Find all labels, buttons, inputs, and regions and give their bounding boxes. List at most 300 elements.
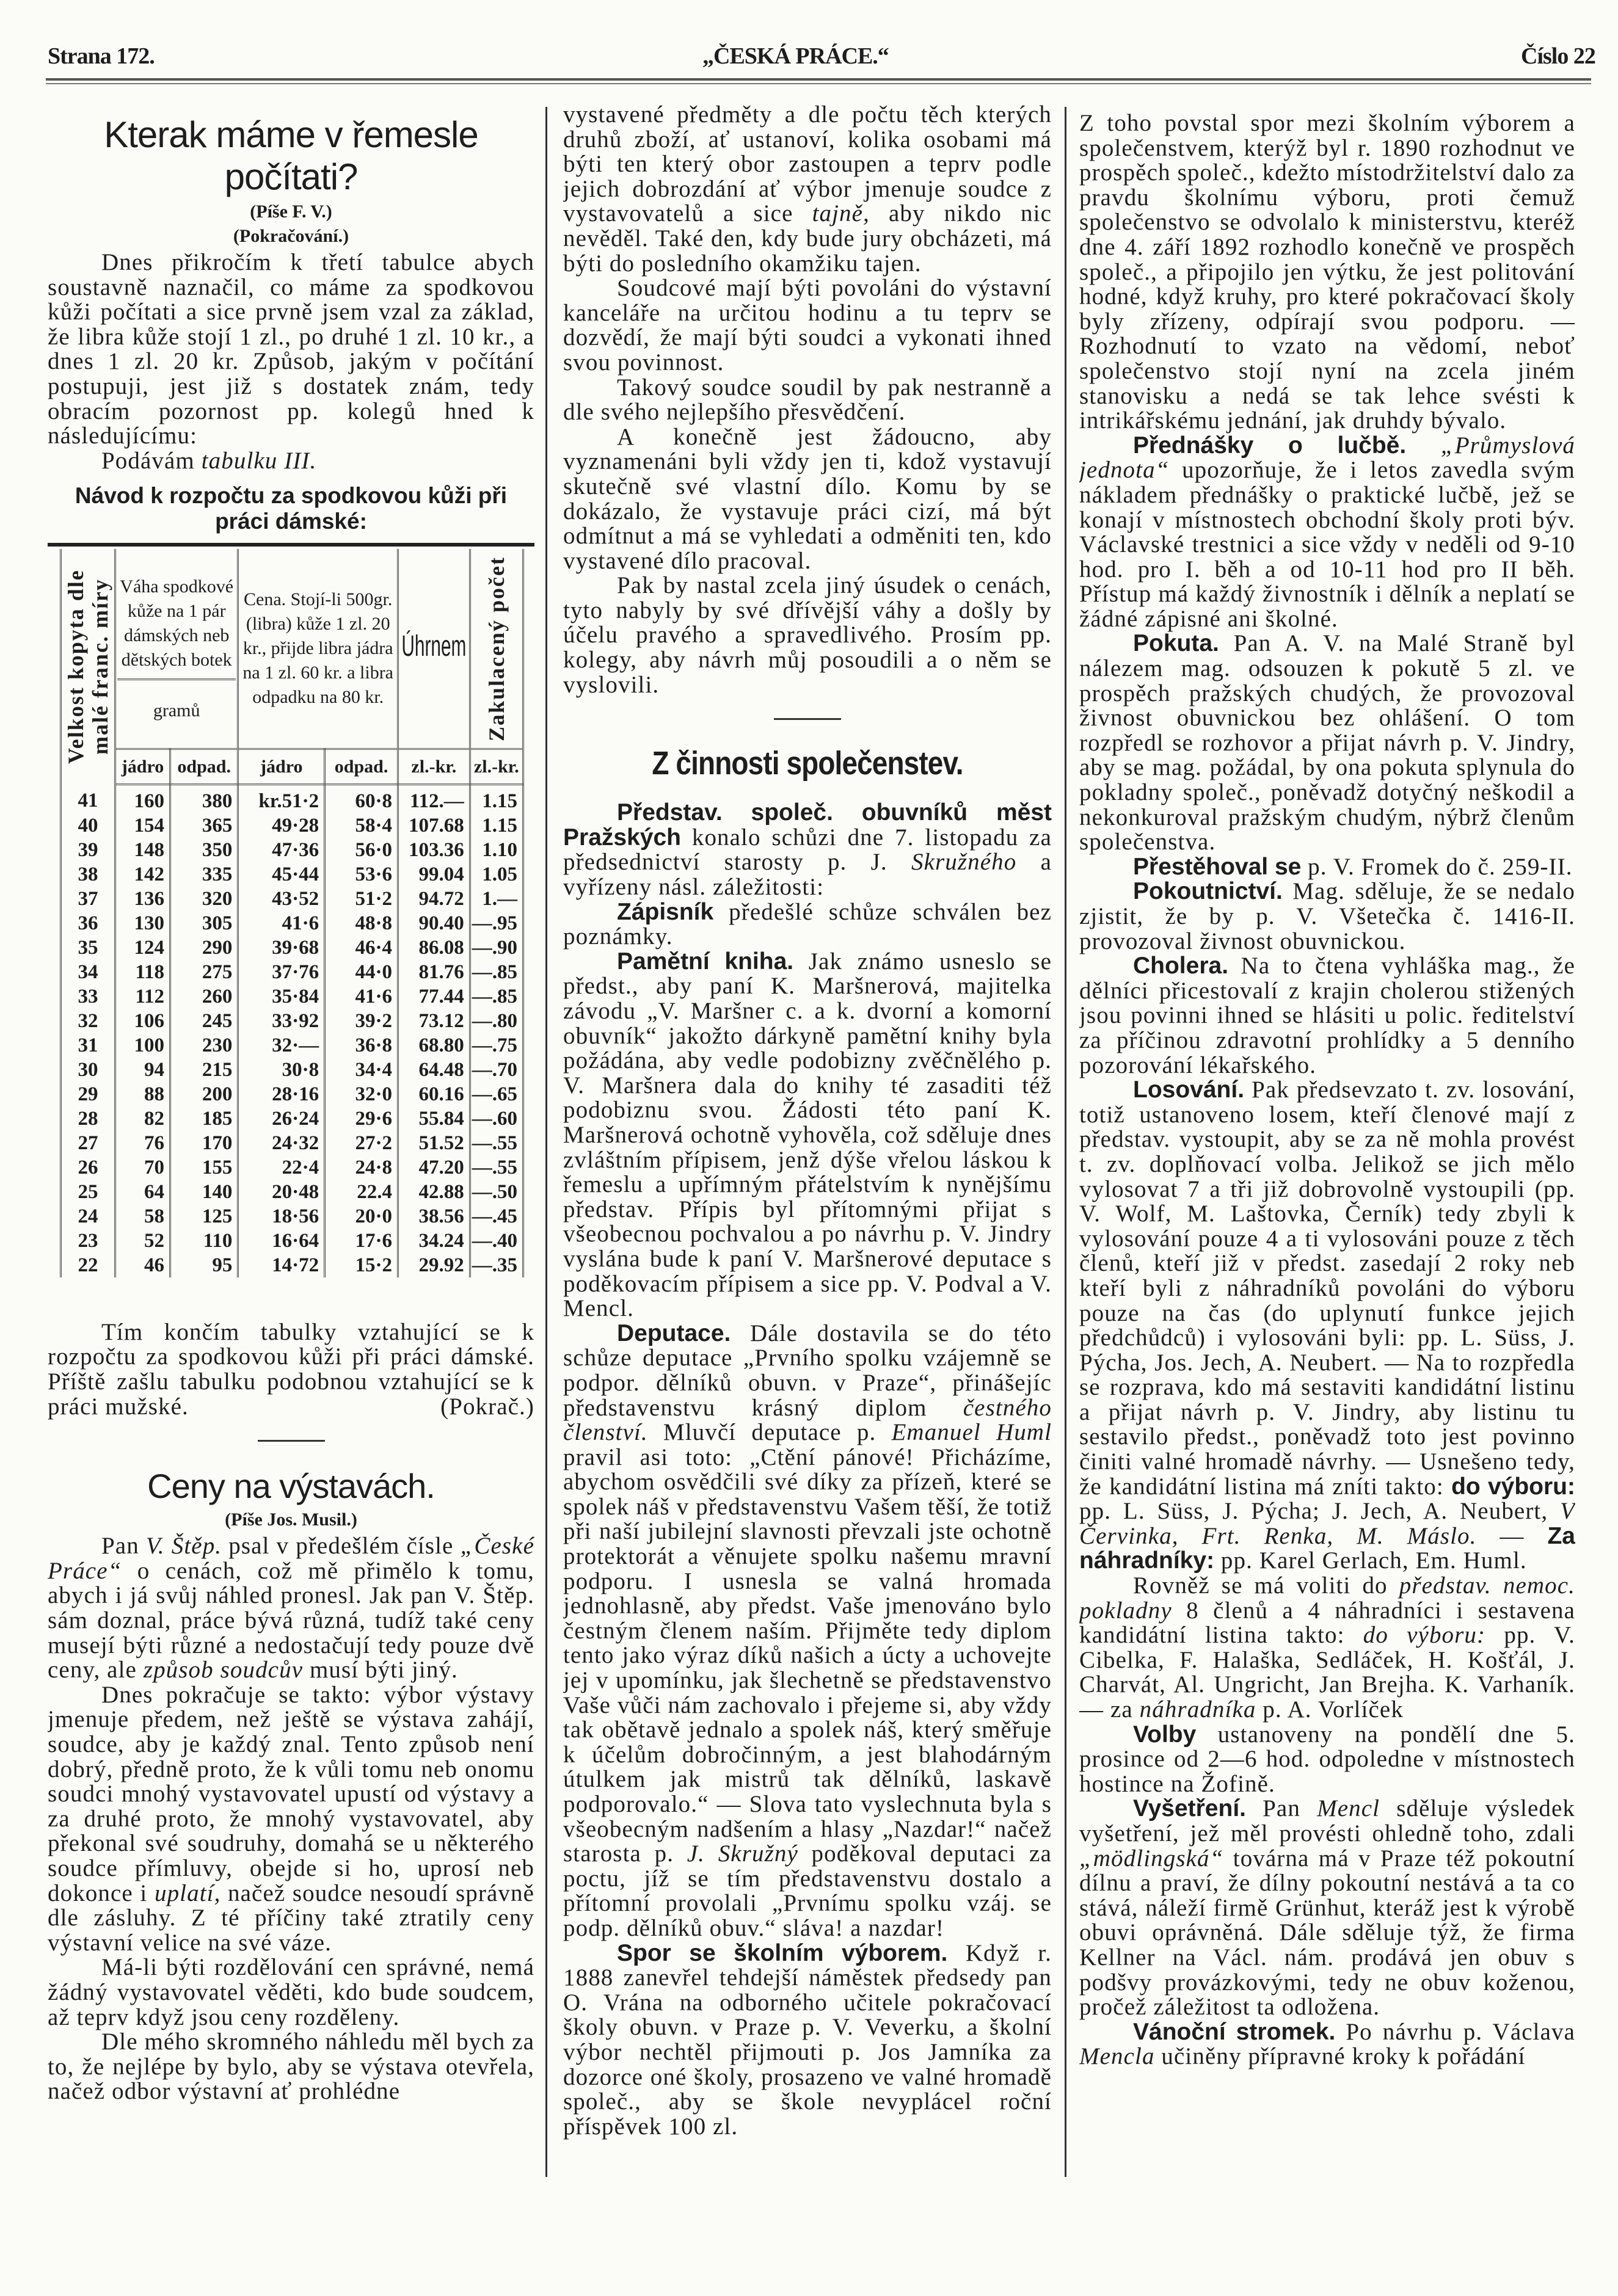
column-1 [48, 110, 534, 2186]
table-cell: 170 [170, 1131, 238, 1155]
bold-run-in: Vánoční stromek. [1133, 2018, 1336, 2045]
table-cell: 39 [61, 838, 115, 862]
table-cell: 53·6 [325, 862, 398, 887]
text-run: předešlé schůze schválen bez poznámky. [563, 898, 1052, 950]
table-cell: —.55 [470, 1131, 523, 1155]
bold-run-in: do výboru: [1451, 1473, 1575, 1500]
italic-text: do výboru: [1363, 1622, 1486, 1649]
table-cell: 58·4 [325, 813, 398, 838]
bold-run-in: Vyšetření. [1133, 1795, 1246, 1822]
table-cell: 48·8 [325, 911, 398, 935]
text-run: načež soudce nesoudí správně dle zásluhy. Z té příčiny také ztratily ceny výstavní velice na své váze. [48, 1880, 534, 1956]
table-cell: 33 [61, 984, 115, 1009]
table-cell: 95 [170, 1253, 238, 1277]
table-cell: —.60 [470, 1106, 523, 1131]
italic-text: Mencla [1079, 2043, 1155, 2070]
table-row [61, 1253, 523, 1277]
text-run: poděkoval deputaci za poctu, jíž se tím představenstvu dostalo a přítomní provolali „Prvnímu spolku vzáj. se podp. dělníků obuv.“ sláva! a nazdar! [563, 1840, 1052, 1941]
italic-text: „České Práce“ [48, 1533, 534, 1584]
table-cell: 76 [115, 1131, 170, 1155]
table-cell: 32 [61, 1009, 115, 1033]
table-top-rule [48, 543, 534, 547]
italic-text: způsob soudcův [143, 1657, 304, 1684]
table-cell: 140 [170, 1180, 238, 1204]
table-cell: 55.84 [398, 1106, 470, 1131]
text-run: Jak známo usneslo se předst., aby paní K. Maršnerová, majitelka závodu „V. Maršner c. a k. dvorní a komorní obuvník“ jakožto dárkyně pamětní knihy byla požádána, aby vedle podobizny zvěčnělého p. V. Maršnera dala do knihy té zasaditi též podobiznu svou. Žádosti této paní K. Maršnerová ochotně vyhověla, což sděluje dnes zvláštním přípisem, jenž dýše vřelou láskou k řemeslu a upřímným přátelstvím k nynějšímu představ. Přípis byl přítomnými přijat s všeobecnou pochvalou a po návrhu p. V. Jindry vyslána bude k paní V. Maršnerové deputace s poděkovacím přípisem a sice pp. V. Podval a V. Mencl. [563, 948, 1052, 1322]
table-cell: 37·76 [238, 960, 325, 984]
table-cell: 41 [61, 784, 115, 813]
text-run: musí býti jiný. [303, 1657, 458, 1684]
table-cell: 35·84 [238, 984, 325, 1009]
table-cell: —.85 [470, 960, 523, 984]
table-cell: 245 [170, 1009, 238, 1033]
table-cell: 49·28 [238, 813, 325, 838]
table-cell: 1.15 [470, 784, 523, 813]
table-cell: 81.76 [398, 960, 470, 984]
text-run: Soudcové mají býti povoláni do výstavní kanceláře na určitou hodinu a tu teprv se dozvědí, že mají býti soudci a vykonati ihned svou povinnost. [563, 275, 1052, 376]
text-run: Tím končím tabulky vztahující se k rozpočtu za spodkovou kůži při práci dámské. Příště zašlu tabulku podobnou vztahující se k práci mužské. [48, 1318, 534, 1420]
text-run: Má-li býti rozdělování cen správné, nemá žádný vystavovatel věděti, kdo bude soudcem, až teprv když jsou ceny rozděleny. [48, 1954, 534, 2030]
table-cell: —.90 [470, 935, 523, 960]
table-cell: 148 [115, 838, 170, 862]
text-run: Pan [101, 1533, 146, 1560]
header-weight-unit: gramů [117, 678, 236, 723]
table-cell: 45·44 [238, 862, 325, 887]
bold-run-in: Pamětní kniha. [617, 948, 794, 975]
table-cell: 68.80 [398, 1033, 470, 1058]
paragraph [563, 950, 1052, 1321]
table-cell: 1.15 [470, 813, 523, 838]
text-run: pp. L. Süss, J. Pýcha; J. Jech, A. Neubert, [1079, 1498, 1561, 1525]
table-cell: 42.88 [398, 1180, 470, 1204]
table-cell: 60.16 [398, 1082, 470, 1106]
italic-text: uplatí, [154, 1880, 221, 1906]
table-row [61, 1180, 523, 1204]
section-rule [774, 718, 841, 720]
italic-text: „Průmyslová jednota“ [1079, 432, 1575, 484]
table-cell: 58 [115, 1204, 170, 1229]
table-cell: 28 [61, 1106, 115, 1131]
text-run: Pan A. V. na Malé Straně byl nálezem mag. odsouzen k pokutě 5 zl. ve prospěch pražských chudých, že provozoval živnost obuvnickou bez ohlášení. O tom rozpředl se rozhovor a přijat návrh p. V. Jindry, aby se mag. požádal, by ona pokuta splynula do pokladny společ., poněvadž dotyčný neškodil a nekonkuroval pražským chudým, nýbrž členům společenstva. [1079, 630, 1575, 856]
article-body [48, 1534, 534, 2104]
bold-run-in: Představ. společ. obuvníků měst Pražských [563, 799, 1052, 851]
table-cell: 350 [170, 838, 238, 862]
section-rule [258, 1440, 325, 1442]
continued-note: (Pokračování.) [233, 226, 349, 246]
table-cell: 160 [115, 784, 170, 813]
table-cell: 77.44 [398, 984, 470, 1009]
subheader-cell: jádro [115, 749, 170, 785]
table-cell: 365 [170, 813, 238, 838]
table-cell: 27 [61, 1131, 115, 1155]
subheader-cell: zl.-kr. [398, 749, 470, 785]
table-cell: 30 [61, 1058, 115, 1082]
table-cell: 56·0 [325, 838, 398, 862]
header-price: Cena. Stojí-li 500gr. (libra) kůže 1 zl. 20 kr., přijde libra jádra na 1 zl. 60 kr. a libra odpadku na 80 kr. [238, 549, 398, 749]
paragraph [563, 573, 1052, 697]
table-cell: 106 [115, 1009, 170, 1033]
bold-run-in: Přestěhoval se [1133, 853, 1302, 880]
table-cell: 118 [115, 960, 170, 984]
text-run: Mag. sděluje, že se nedalo zjistit, že by p. V. Všetečka č. 1416-II. provozoval živnost obuvnickou. [1079, 878, 1575, 954]
paragraph [1079, 1574, 1575, 1723]
table-cell: 23 [61, 1229, 115, 1253]
paragraph [563, 103, 1052, 276]
bold-run-in: Pokuta. [1133, 630, 1219, 657]
table-cell: 24 [61, 1204, 115, 1229]
text-run: Dnes přikročím k třetí tabulce abych soustavně naznačil, co máme za spodkovou kůži počítati a sice prvně jsem vzal za základ, že libra kůže stojí 1 zl., po druhé 1 zl. 10 kr., a dnes 1 zl. 20 kr. Způsob, jakým v počítání postupuji, jest již s dostatek znám, tedy obracím pozornost pp. kolegů hned k následujícímu: [48, 249, 534, 449]
text-run: továrna má v Praze též pokoutní dílnu a praví, že dílny pokoutní nestává a ta co stává, náleží firmě Grünhut, kteráž jest k výrobě obuvi oprávněná. Dále sděluje týž, že firma Kellner na Václ. nám. prodává jen obuv s podšvy provázkovými, tedy ne obuv koženou, pročež záležitost ta odložena. [1079, 1845, 1575, 2021]
table-cell: 130 [115, 911, 170, 935]
column-divider [545, 107, 547, 2177]
paragraph [48, 2030, 534, 2104]
paragraph [48, 250, 534, 449]
bold-run-in: Volby [1133, 1721, 1197, 1748]
paragraph [1079, 1078, 1575, 1574]
table-cell: 335 [170, 862, 238, 887]
table-row [61, 862, 523, 887]
text-run: Pak předsevzato t. zv. losování, totiž ustanoveno losem, kteří členové mají z představ. vystoupit, aby se za ně mohla provést t. zv. doplňovací volba. Jelikož se jich mělo vylosovat 7 a tři již dobrovolně vystoupili (pp. V. Wolf, M. Laštovka, Černík) tedy zbyli k vylosování pouze 4 a ti vylosováni pouze z těch členů, kteří již v předst. zasedají 2 roky neb kteří byli z náhradníků povoláni do výboru pouze na čas (do uplynutí funkce jejich předchůdců) i vylosováni byli: pp. L. Süss, J. Pýcha, Jos. Jech, A. Neubert. — Na to rozpředla se rozprava, kdo má sestaviti kandidátní listinu a přijat návrh p. V. Jindry, aby listinu tu sestavilo předst., poněvadž toto jest povinno činiti valné hromadě návrhy. — Usnešeno tedy, že kandidátní listina má zníti takto: [1079, 1077, 1575, 1500]
paragraph [563, 900, 1052, 950]
italic-text: Skružného [911, 849, 1017, 876]
table-cell: 103.36 [398, 838, 470, 862]
paragraph [563, 276, 1052, 375]
text-run: p. V. Fromek do č. 259-II. [1301, 853, 1573, 880]
table-cell: 14·72 [238, 1253, 325, 1277]
table-cell: 34 [61, 960, 115, 984]
table-row [61, 935, 523, 960]
table-row [61, 887, 523, 911]
header-weight: Váha spodkové kůže na 1 pár dámských neb dětských botek gramů [115, 549, 238, 749]
table-cell: 142 [115, 862, 170, 887]
italic-text: představ. nemoc. pokladny [1079, 1572, 1575, 1624]
paragraph [1079, 1723, 1575, 1797]
table-cell: —.35 [470, 1253, 523, 1277]
table-cell: 39·68 [238, 935, 325, 960]
paragraph [48, 449, 534, 474]
text-run: Dle mého skromného náhledu měl bych za to, že nejlépe by bylo, aby se výstava otevřela, načež odbor výstavní ať prohlédne [48, 2029, 534, 2105]
bold-run-in: Losování. [1133, 1077, 1245, 1103]
table-cell: 1.— [470, 887, 523, 911]
masthead: „ČESKÁ PRÁCE.“ [702, 43, 889, 69]
table-cell: 38.56 [398, 1204, 470, 1229]
table-cell: 24·8 [325, 1155, 398, 1180]
table-cell: 94 [115, 1058, 170, 1082]
text-run: ustanoveny na pondělí dne 5. prosince od 2—6 hod. odpoledne v místnostech hostince na Žofině. [1079, 1721, 1575, 1797]
text-run: Když r. 1888 zanevřel tehdejší náměstek předsedy pan O. Vrána na odborného učitele pokračovací školy obuvn. v Praze p. V. Veverku, a školní výbor nechtěl přijmouti p. Jos Jamníka za dozorce oné školy, prosazeno ve valné hromadě společ., aby se škole nevyplácel roční příspěvek 100 zl. [563, 1939, 1052, 2140]
text-run: Pak by nastal zcela jiný úsudek o cenách, tyto nabyly by své dřívější váhy a došly by účelu pravého a spravedlivého. Prosím pp. kolegy, aby návrh můj posoudili a o něm se vyslovili. [563, 572, 1052, 698]
paragraph [48, 1955, 534, 2030]
table-row [61, 784, 523, 813]
table-cell: 38 [61, 862, 115, 887]
subheader-cell: zl.-kr. [470, 749, 523, 785]
table-cell: 70 [115, 1155, 170, 1180]
table-row [61, 1155, 523, 1180]
table-cell: 32·— [238, 1033, 325, 1058]
table-title: Návod k rozpočtu za spodkovou kůži při práci dámské: [75, 483, 508, 534]
table-cell: kr.51·2 [238, 784, 325, 813]
table-cell: 60·8 [325, 784, 398, 813]
table-cell: —.45 [470, 1204, 523, 1229]
italic-text: tabulku III. [201, 447, 317, 474]
table-cell: —.75 [470, 1033, 523, 1058]
text-run: pravil asi toto: „Ctění pánové! Přicházíme, abychom osvědčili své díky za přízeň, které se spolek náš v představenstvu Vašem těší, že totiž při naší jubilejní slavnosti převzali jste ochotně protektorát a věnujete spolku našemu mravní podporu. I usnesla se valná hromada jednohlasně, aby předst. Vaše jmenováno bylo čestným členem naším. Přijměte tedy diplom tento jako výraz díků našich a úcty a uchovejte jej v upomínku, jak šlechetně se představenstvo Vaše vůči nám zachovalo i přejeme si, aby vždy tak obětavě jednalo a spolek náš, který směřuje k účelům dobročinným, a jest blahodárným útulkem jak mistrů tak dělníků, laskavě podporovalo.“ — Slova tato vyslechnuta byla s všeobecným nadšením a hlasy „Nazdar!“ načež starosta p. [563, 1444, 1052, 1867]
column-3 [1079, 103, 1575, 2179]
text-run: pp. V. Cibelka, F. Halaška, Sedláček, H. Košťál, J. Charvát, Al. Ungricht, Jan Brejha. K. Varhaník. — za [1079, 1622, 1575, 1723]
paragraph [563, 376, 1052, 425]
text-run: o cenách, což mě přimělo k tomu, abych i já svůj náhled pronesl. Jak pan V. Štěp. sám doznal, práce bývá různá, tudíž také ceny musejí býti různé a nedostačují tedy pouze dvě ceny, ale [48, 1557, 534, 1684]
paragraph [1079, 2020, 1575, 2069]
table-cell: 33·92 [238, 1009, 325, 1033]
italic-text: V. Štěp. [145, 1533, 222, 1560]
table-cell: 94.72 [398, 887, 470, 911]
table-cell: 36·8 [325, 1033, 398, 1058]
table-cell: 64.48 [398, 1058, 470, 1082]
table-cell: 22·4 [238, 1155, 325, 1180]
text-run: Z toho povstal spor mezi školním výborem a společenstvem, kterýž byl r. 1890 rozhodnut ve prospěch společ., kdežto místodržitelství dalo za pravdu školnímu výboru, proti čemuž společenstvo se odvolalo k ministerstvu, kteréž dne 4. září 1892 rozhodlo konečně ve prospěch společ., a připojilo jen výtku, že jest politování hodné, když kruhy, pro které pokračovací školy byly zřízeny, odpírají svou podporu. — Rozhodnutí to vzato na vědomí, neboť společenstvo stojí nyní na zcela jiném stanovisku a nedá se tak lehce svésti k intrikářskému jednání, jak druhdy bývalo. [1079, 110, 1575, 434]
table-cell: 290 [170, 935, 238, 960]
header-total: Úhrnem [398, 549, 470, 749]
table-cell: 47.20 [398, 1155, 470, 1180]
bold-run-in: Cholera. [1133, 953, 1229, 979]
paragraph [1079, 631, 1575, 854]
table-cell: 1.10 [470, 838, 523, 862]
table-cell: 15·2 [325, 1253, 398, 1277]
table-cell: 107.68 [398, 813, 470, 838]
table-cell: 17·6 [325, 1229, 398, 1253]
text-run: a vyřízeny násl. záležitosti: [563, 849, 1052, 901]
subheader-cell: odpad. [325, 749, 398, 785]
table-cell: 32·0 [325, 1082, 398, 1106]
article-title: Kterak máme v řemesle počítati? [104, 114, 478, 197]
paragraph [48, 1683, 534, 1956]
table-cell: 155 [170, 1155, 238, 1180]
table-cell: 380 [170, 784, 238, 813]
table-row [61, 1229, 523, 1253]
text-run: Mluvčí deputace p. [647, 1419, 892, 1446]
bold-run-in: Přednášky o lučbě. [1133, 432, 1407, 459]
table-cell: —.95 [470, 911, 523, 935]
article-byline: (Píše F. V.) [250, 202, 332, 222]
table-cell: 34.24 [398, 1229, 470, 1253]
italic-text: tajně, [812, 200, 870, 227]
news-items-continued [1079, 111, 1575, 2069]
column-divider [1065, 107, 1066, 2177]
bold-run-in: Za náhradníky: [1079, 1522, 1575, 1574]
text-run: Podávám [101, 447, 202, 474]
table-cell: 112.— [398, 784, 470, 813]
italic-text: čestného členství. [563, 1394, 1052, 1446]
table-cell: 29.92 [398, 1253, 470, 1277]
table-cell: 320 [170, 887, 238, 911]
table-cell: 43·52 [238, 887, 325, 911]
text-run: A konečně jest žádoucno, aby vyznamenáni byli vždy jen ti, kdož vystavují skutečně své vlastní dílo. Komu by se dokázalo, že vystavuje práci cizí, má být odmítnut a má se vyhledati a odměniti ten, kdo vystavené dílo pracoval. [563, 423, 1052, 574]
text-run: psal v předešlém čísle [222, 1533, 461, 1560]
bold-run-in: Spor se školním výborem. [617, 1939, 948, 1966]
subheader-cell: jádro [238, 749, 325, 785]
table-cell: 86.08 [398, 935, 470, 960]
text-run: Dnes pokračuje se takto: výbor výstavy jmenuje předem, než ještě se výstava zahájí, soudce, aby je každý znal. Tento způsob není dobrý, předně proto, že k vůli tomu neb onomu soudci mnohý vystavovatel upustí od výstavy a za druhé proto, že mnohý vystavovatel, aby překonal své soudruhy, domahá se u některého soudce přímluvy, obejde si ho, uprosí neb dokonce i [48, 1681, 534, 1906]
paragraph [1079, 434, 1575, 632]
table-cell: 20·48 [238, 1180, 325, 1204]
table-cell: 26·24 [238, 1106, 325, 1131]
paragraph [1079, 111, 1575, 434]
table-cell: 200 [170, 1082, 238, 1106]
article-body [48, 250, 534, 473]
italic-text: Emanuel Huml [891, 1419, 1052, 1446]
table-cell: 275 [170, 960, 238, 984]
table-cell: 260 [170, 984, 238, 1009]
paragraph [563, 425, 1052, 574]
table-cell: 73.12 [398, 1009, 470, 1033]
table-cell: 30·8 [238, 1058, 325, 1082]
text-run: aby nikdo nic nevěděl. Také den, kdy bude jury obcházeti, má býti do posledního okamžiku tajen. [563, 200, 1052, 277]
text-run: Rovněž se má voliti do [1133, 1572, 1399, 1599]
table-cell: —.55 [470, 1155, 523, 1180]
table-cell: —.40 [470, 1229, 523, 1253]
table-cell: 90.40 [398, 911, 470, 935]
table-cell: 29 [61, 1082, 115, 1106]
table-row [61, 1033, 523, 1058]
table-cell: 100 [115, 1033, 170, 1058]
bold-run-in: Pokoutnictví. [1133, 878, 1283, 905]
table-row [61, 1058, 523, 1082]
text-run: Takový soudce soudil by pak nestranně a dle svého nejlepšího přesvědčení. [563, 374, 1052, 426]
table-closing-text [48, 1320, 534, 1419]
table-cell: 125 [170, 1204, 238, 1229]
table-cell: 185 [170, 1106, 238, 1131]
table-cell: 112 [115, 984, 170, 1009]
bold-run-in: Deputace. [617, 1320, 731, 1346]
table-cell: 110 [170, 1229, 238, 1253]
table-cell: —.80 [470, 1009, 523, 1033]
table-cell: 27·2 [325, 1131, 398, 1155]
table-cell: 46·4 [325, 935, 398, 960]
text-run: Na to čtena vyhláška mag., že dělníci přicestovalí z krajin cholerou stižených jsou povinni ihned se hlásiti u polic. ředitelství za příčinou zdravotní prohlídky a 5 denního pozorování lékařského. [1079, 953, 1575, 1078]
table-cell: 39·2 [325, 1009, 398, 1033]
table-cell: 41·6 [238, 911, 325, 935]
table-row [61, 911, 523, 935]
table-cell: 51·2 [325, 887, 398, 911]
news-items [563, 801, 1052, 2139]
text-run: vystavené předměty a dle počtu těch kterých druhů zboží, ať ustanoví, kolika osobami má býti ten který obor zastoupen a teprv podle jejich dobrozdání ať výbor jmenuje soudce z vystavovatelů a sice [563, 103, 1052, 227]
table-row [61, 1082, 523, 1106]
table-cell: —.85 [470, 984, 523, 1009]
table-cell: —.70 [470, 1058, 523, 1082]
table-cell: 29·6 [325, 1106, 398, 1131]
text-run: Pan [1245, 1795, 1317, 1822]
table-cell: 124 [115, 935, 170, 960]
table-row [61, 1204, 523, 1229]
table-cell: 41·6 [325, 984, 398, 1009]
article-body-continued [563, 103, 1052, 697]
article-title: Ceny na výstavách. [147, 1467, 435, 1506]
text-run: upozorňuje, že i letos zavedla svým nákladem přednášky o praktické lučbě, jež se konají v místnostech obchodní školy proti býv. Václavské trestnici a sice vždy v neděli od 9-10 hod. pro I. běh a od 10-11 hod pro II běh. Přístup má každý živnostník i dělník a neplatí se žádné zápisné ani školné. [1079, 457, 1575, 632]
text-run: 8 členů a 4 náhradníci i sestavena kandidátní listina takto: [1079, 1597, 1575, 1649]
table-cell: 25 [61, 1180, 115, 1204]
table-cell: 52 [115, 1229, 170, 1253]
continued-marker: (Pokrač.) [440, 1393, 534, 1420]
article-byline: (Píše Jos. Musil.) [225, 1509, 357, 1530]
table-cell: 40 [61, 813, 115, 838]
text-run: konalo schůzi dne 7. listopadu za předsednictví starosty p. J. [563, 824, 1052, 876]
table-cell: 88 [115, 1082, 170, 1106]
paragraph [563, 1941, 1052, 2140]
italic-text: V Červinka, Frt. Renka, M. Máslo. [1079, 1498, 1575, 1549]
table-row [61, 1009, 523, 1033]
text-run: učiněny přípravné kroky k pořádání [1154, 2043, 1526, 2070]
price-table [60, 549, 524, 1277]
table-cell: 28·16 [238, 1082, 325, 1106]
text-run: — [1476, 1522, 1548, 1549]
table-cell: 64 [115, 1180, 170, 1204]
table-row [61, 813, 523, 838]
table-cell: 34·4 [325, 1058, 398, 1082]
paragraph [1079, 1796, 1575, 2019]
table-cell: 24·32 [238, 1131, 325, 1155]
header-rounded: Zakulacený počet [470, 549, 523, 749]
table-cell: 35 [61, 935, 115, 960]
table-cell: —.50 [470, 1180, 523, 1204]
table-cell: —.65 [470, 1082, 523, 1106]
text-run: p. A. Vorlíček [1256, 1696, 1404, 1723]
table-row [61, 1106, 523, 1131]
table-cell: 18·56 [238, 1204, 325, 1229]
table-cell: 37 [61, 887, 115, 911]
table-cell: 215 [170, 1058, 238, 1082]
header-rule [46, 78, 1591, 84]
table-cell: 20·0 [325, 1204, 398, 1229]
column-2 [563, 103, 1052, 2179]
issue-number: Číslo 22 [1521, 43, 1595, 69]
italic-text: „mödlingská“ [1079, 1845, 1224, 1872]
table-cell: 44·0 [325, 960, 398, 984]
paragraph [1079, 855, 1575, 880]
table-cell: 1.05 [470, 862, 523, 887]
italic-text: Mencl [1317, 1795, 1380, 1822]
paragraph [1079, 879, 1575, 954]
text-run: pp. Karel Gerlach, Em. Huml. [1214, 1547, 1527, 1574]
table-row [61, 984, 523, 1009]
text-run: sděluje výsledek vyšetření, jež měl provésti ohledně toho, zdali [1079, 1795, 1575, 1847]
table-cell: 36 [61, 911, 115, 935]
table-cell: 305 [170, 911, 238, 935]
italic-text: náhradníka [1139, 1696, 1256, 1723]
table-cell: 22 [61, 1253, 115, 1277]
header-size: Velkost kopyta dle malé franc. míry [61, 549, 115, 784]
paragraph [1079, 954, 1575, 1078]
table-cell: 154 [115, 813, 170, 838]
table-cell: 22.4 [325, 1180, 398, 1204]
table-cell: 230 [170, 1033, 238, 1058]
table-row [61, 838, 523, 862]
table-cell: 136 [115, 887, 170, 911]
table-cell: 31 [61, 1033, 115, 1058]
table-cell: 16·64 [238, 1229, 325, 1253]
table-cell: 47·36 [238, 838, 325, 862]
text-run [1406, 432, 1441, 459]
subheader-cell: odpad. [170, 749, 238, 785]
text-run: Po návrhu p. Václava [1335, 2018, 1575, 2045]
italic-text: J. Skružný [687, 1840, 798, 1867]
text-run: Dále dostavila se do této schůze deputace „Prvního spolku vzájemně se podpor. dělníků obuvn. v Praze“, přinášejíc představenstvu krásný diplom [563, 1320, 1052, 1421]
section-title: Z činnosti společenstev. [652, 745, 963, 782]
table-cell: 46 [115, 1253, 170, 1277]
table-row [61, 960, 523, 984]
table-cell: 99.04 [398, 862, 470, 887]
table-row [61, 1131, 523, 1155]
paragraph [563, 801, 1052, 899]
